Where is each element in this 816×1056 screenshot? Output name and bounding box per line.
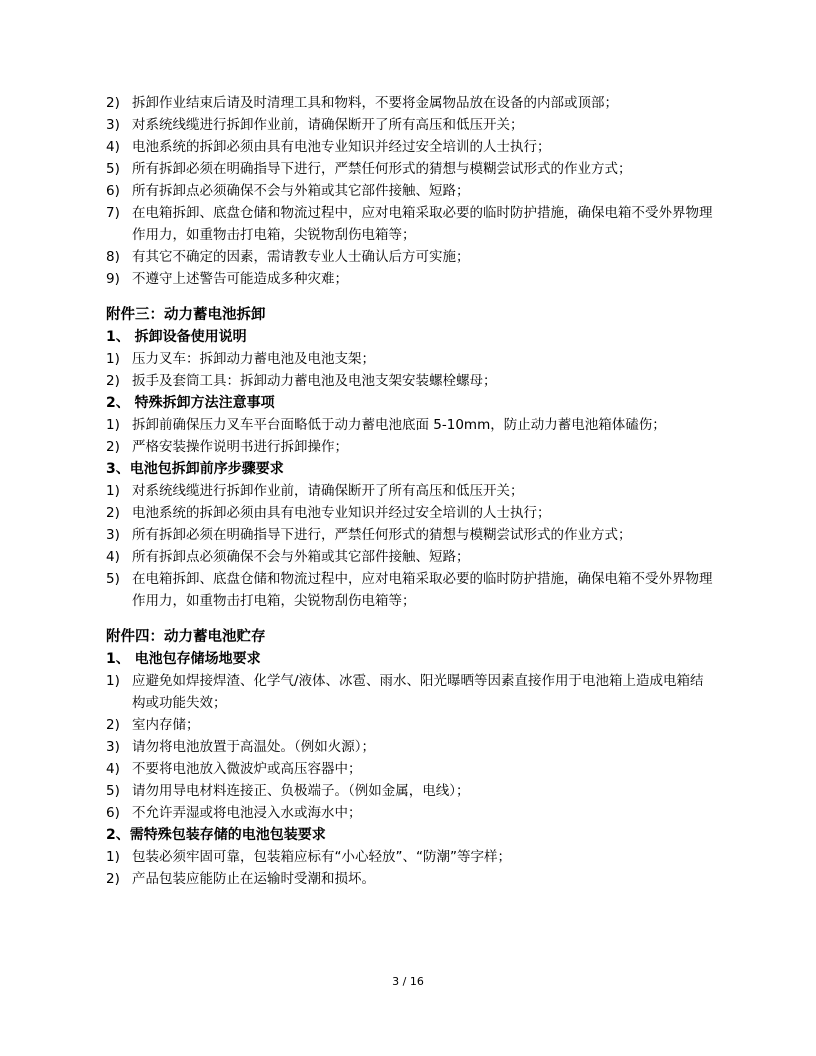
item-text: 对系统线缆进行拆卸作业前，请确保断开了所有高压和低压开关；: [132, 483, 524, 499]
item-number: 4): [106, 549, 120, 565]
list-item: [106, 246, 716, 268]
list-item: [106, 670, 716, 714]
item-number: 2): [106, 439, 120, 455]
item-number: 2): [106, 717, 120, 733]
list-item: [106, 714, 716, 736]
item-number: 7): [106, 205, 120, 221]
list-item: [106, 502, 716, 524]
item-number: 2): [106, 95, 120, 111]
item-text: 在电箱拆卸、底盘仓储和物流过程中，应对电箱采取必要的临时防护措施，确保电箱不受外界物理作用力，如重物击打电箱，尖锐物刮伤电箱等；: [132, 571, 713, 609]
item-number: 2): [106, 373, 120, 389]
page-content: [106, 92, 716, 890]
item-number: 3): [106, 117, 120, 133]
item-text: 拆卸作业结束后请及时清理工具和物料，不要将金属物品放在设备的内部或顶部；: [132, 95, 618, 111]
item-text: 应避免如焊接焊渣、化学气/液体、冰雹、雨水、阳光曝晒等因素直接作用于电池箱上造成电箱结构或功能失效；: [132, 673, 704, 711]
list-item: [106, 780, 716, 802]
list-item: [106, 736, 716, 758]
item-text: 在电箱拆卸、底盘仓储和物流过程中，应对电箱采取必要的临时防护措施，确保电箱不受外界物理作用力，如重物击打电箱，尖锐物刮伤电箱等；: [132, 205, 713, 243]
item-number: 5): [106, 161, 120, 177]
item-text: 电池系统的拆卸必须由具有电池专业知识并经过安全培训的人士执行；: [132, 505, 551, 521]
item-number: 9): [106, 271, 120, 287]
item-number: 1): [106, 351, 120, 367]
item-text: 有其它不确定的因素，需请教专业人士确认后方可实施；: [132, 249, 470, 265]
list-item: [106, 136, 716, 158]
item-number: 1): [106, 483, 120, 499]
list-item: [106, 546, 716, 568]
item-number: 5): [106, 571, 120, 587]
item-number: 6): [106, 805, 120, 821]
item-text: 所有拆卸必须在明确指导下进行，严禁任何形式的猜想与模糊尝试形式的作业方式；: [132, 161, 632, 177]
list-item: [106, 180, 716, 202]
item-text: 产品包装应能防止在运输时受潮和损坏。: [132, 871, 375, 887]
spacer: [106, 290, 716, 304]
item-text: 所有拆卸点必须确保不会与外箱或其它部件接触、短路；: [132, 183, 470, 199]
item-text: 室内存储；: [132, 717, 200, 733]
item-text: 严格安装操作说明书进行拆卸操作；: [132, 439, 348, 455]
annex4-section2-title: 2、需特殊包装存储的电池包装要求: [106, 827, 326, 843]
list-item: [106, 114, 716, 136]
list-item: [106, 802, 716, 824]
annex3-section1-title: 1、 拆卸设备使用说明: [106, 329, 247, 345]
item-text: 包装必须牢固可靠，包装箱应标有“小心轻放”、“防潮”等字样；: [132, 849, 511, 865]
item-number: 2): [106, 871, 120, 887]
list-item: [106, 758, 716, 780]
list-item: [106, 480, 716, 502]
item-text: 请勿将电池放置于高温处。（例如火源）；: [132, 739, 375, 755]
list-item: [106, 92, 716, 114]
item-text: 请勿用导电材料连接正、负极端子。（例如金属，电线）；: [132, 783, 470, 799]
list-item: [106, 568, 716, 612]
item-text: 扳手及套筒工具：拆卸动力蓄电池及电池支架安装螺栓螺母；: [132, 373, 497, 389]
page-number: 3 / 16: [392, 975, 424, 988]
item-text: 不遵守上述警告可能造成多种灾难；: [132, 271, 348, 287]
item-number: 1): [106, 417, 120, 433]
item-text: 不要将电池放入微波炉或高压容器中；: [132, 761, 362, 777]
list-item: [106, 414, 716, 436]
list-item: [106, 202, 716, 246]
list-item: [106, 868, 716, 890]
list-item: [106, 158, 716, 180]
item-text: 对系统线缆进行拆卸作业前，请确保断开了所有高压和低压开关；: [132, 117, 524, 133]
item-number: 3): [106, 739, 120, 755]
list-item: [106, 370, 716, 392]
list-item: [106, 524, 716, 546]
item-number: 5): [106, 783, 120, 799]
item-text: 所有拆卸点必须确保不会与外箱或其它部件接触、短路；: [132, 549, 470, 565]
annex3-title: 附件三：动力蓄电池拆卸: [106, 307, 266, 323]
spacer: [106, 612, 716, 626]
item-number: 4): [106, 761, 120, 777]
item-number: 3): [106, 527, 120, 543]
item-number: 2): [106, 505, 120, 521]
list-continued: [106, 92, 716, 290]
annex3-section2-title: 2、 特殊拆卸方法注意事项: [106, 395, 275, 411]
item-text: 不允许弄湿或将电池浸入水或海水中；: [132, 805, 362, 821]
annex3-section3-title: 3、电池包拆卸前序步骤要求: [106, 461, 284, 477]
list-item: [106, 436, 716, 458]
item-text: 所有拆卸必须在明确指导下进行，严禁任何形式的猜想与模糊尝试形式的作业方式；: [132, 527, 632, 543]
item-number: 8): [106, 249, 120, 265]
list-item: [106, 268, 716, 290]
item-text: 电池系统的拆卸必须由具有电池专业知识并经过安全培训的人士执行；: [132, 139, 551, 155]
item-number: 6): [106, 183, 120, 199]
item-text: 压力叉车：拆卸动力蓄电池及电池支架；: [132, 351, 375, 367]
item-number: 4): [106, 139, 120, 155]
annex4-section1-title: 1、 电池包存储场地要求: [106, 651, 261, 667]
list-item: [106, 846, 716, 868]
item-number: 1): [106, 849, 120, 865]
item-number: 1): [106, 673, 120, 689]
item-text: 拆卸前确保压力叉车平台面略低于动力蓄电池底面 5-10mm，防止动力蓄电池箱体磕伤；: [132, 417, 666, 433]
annex4-title: 附件四：动力蓄电池贮存: [106, 629, 266, 645]
list-item: [106, 348, 716, 370]
